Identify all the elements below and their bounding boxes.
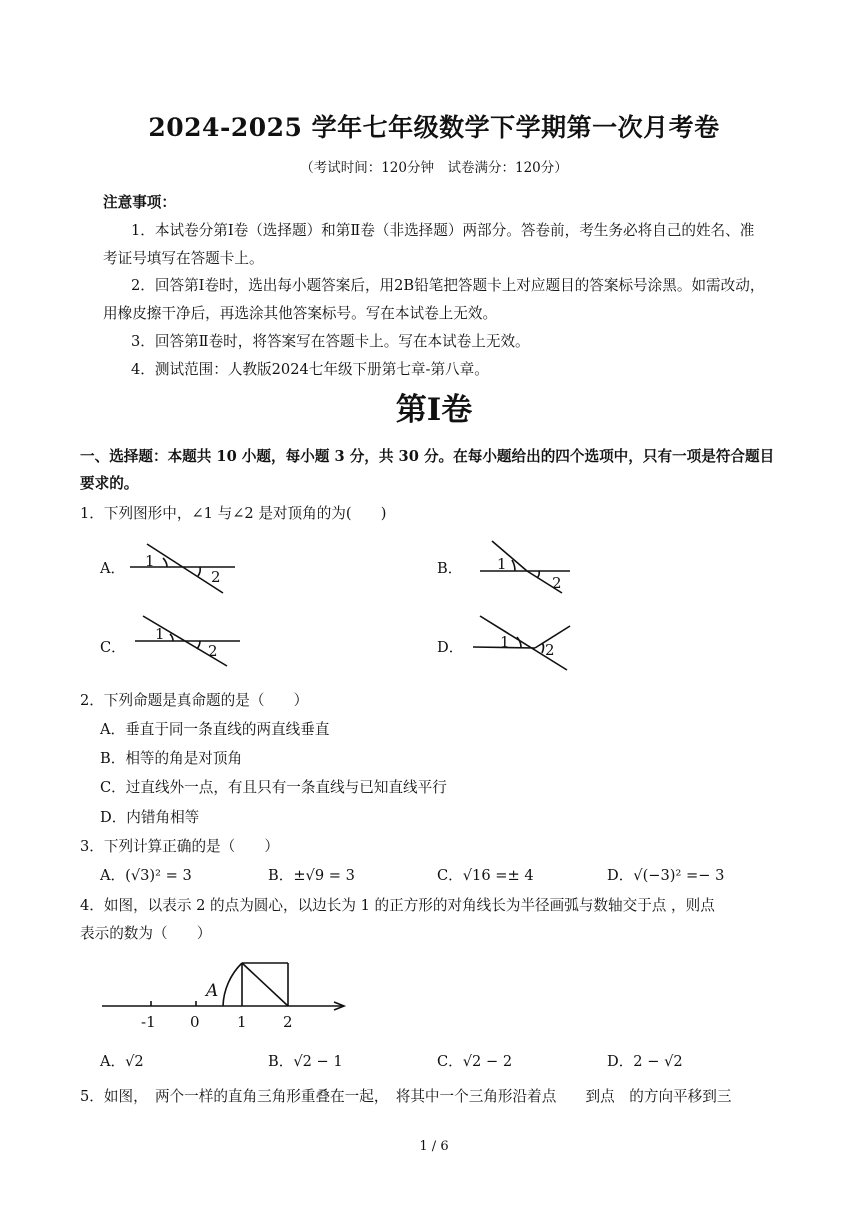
figure-d-angle-1: 1 <box>500 633 510 651</box>
question-2-option-a: A．垂直于同一条直线的两直线垂直 <box>100 721 330 738</box>
figure-b-angle-1: 1 <box>497 555 507 573</box>
question-3-option-b: B．±√9 = 3 <box>268 867 355 884</box>
notice-item-2-line-2: 用橡皮擦干净后，再选涂其他答案标号。写在本试卷上无效。 <box>103 305 498 322</box>
question-4-option-b: B．√2 − 1 <box>268 1053 343 1070</box>
question-4-option-a: A．√2 <box>100 1053 144 1070</box>
question-4-stem-line-2: 表示的数为（ ） <box>80 925 212 942</box>
point-a-label: A <box>206 981 219 1001</box>
question-1-option-d-label: D． <box>437 639 464 656</box>
page-number: 1 / 6 <box>419 1139 449 1154</box>
figure-a-angle-1: 1 <box>145 552 155 570</box>
figure-a-arc-2 <box>198 567 200 576</box>
question-2-stem: 2．下列命题是真命题的是（ ） <box>80 692 309 709</box>
notice-item-1-line-1: 1．本试卷分第Ⅰ卷（选择题）和第Ⅱ卷（非选择题）两部分。答卷前，考生务必将自己的姓名、准 <box>131 222 755 239</box>
question-1-option-c-label: C． <box>100 639 126 656</box>
question-1-figure-b <box>470 536 590 600</box>
tick-label-0: 0 <box>190 1013 200 1031</box>
question-1-figure-d <box>470 612 580 674</box>
figure-c-arc-2 <box>197 641 200 649</box>
question-1-stem: 1．下列图形中，∠1 与∠2 是对顶角的为( ) <box>80 505 387 522</box>
question-1-figure-c <box>125 612 250 674</box>
figure-c-angle-2: 2 <box>208 642 218 660</box>
figure-c-angle-1: 1 <box>155 625 165 643</box>
tick-label-1: 1 <box>237 1013 247 1031</box>
radius-arc <box>223 963 242 1006</box>
question-4-option-d: D．2 − √2 <box>607 1053 683 1070</box>
question-5-stem-line-1: 5．如图， 两个一样的直角三角形重叠在一起， 将其中一个三角形沿着点 到点 的方向平移到三 <box>80 1088 732 1105</box>
figure-d-angle-2: 2 <box>545 641 555 659</box>
question-3-option-a: A．(√3)² = 3 <box>100 867 192 884</box>
question-4-number-line-figure <box>100 955 350 1035</box>
question-3-option-c: C．√16 =± 4 <box>437 867 534 884</box>
notice-heading: 注意事项： <box>103 194 176 211</box>
figure-d-arc-2 <box>542 643 544 653</box>
question-4-stem-line-1: 4．如图，以表示 2 的点为圆心，以边长为 1 的正方形的对角线长为半径画弧与数轴交于点 ，则点 <box>80 897 715 914</box>
question-3-stem: 3．下列计算正确的是（ ） <box>80 838 280 855</box>
question-3-option-d: D．√(−3)² =− 3 <box>607 867 725 884</box>
figure-b-arc-1 <box>512 560 515 571</box>
question-2-option-b: B．相等的角是对顶角 <box>100 750 243 767</box>
notice-item-1-line-2: 考证号填写在答题卡上。 <box>103 250 264 267</box>
exam-title: 2024-2025 学年七年级数学下学期第一次月考卷 <box>148 113 720 142</box>
figure-a-arc-1 <box>163 558 167 567</box>
figure-a-angle-2: 2 <box>211 568 221 586</box>
notice-item-2-line-1: 2．回答第Ⅰ卷时，选出每小题答案后，用2B铅笔把答题卡上对应题目的答案标号涂黑。如需改动， <box>131 277 765 294</box>
notice-item-4: 4．测试范围：人教版2024七年级下册第七章-第八章。 <box>131 361 489 378</box>
tick-label-minus-1: -1 <box>141 1013 156 1031</box>
question-2-option-c: C．过直线外一点，有且只有一条直线与已知直线平行 <box>100 779 447 796</box>
figure-b-arc-2 <box>537 571 539 578</box>
section-1-instructions-line-2: 要求的。 <box>80 475 139 492</box>
question-2-option-d: D．内错角相等 <box>100 809 200 826</box>
tick-label-2: 2 <box>283 1013 293 1031</box>
figure-d-arc-1 <box>517 637 521 647</box>
volume-title: 第Ⅰ卷 <box>395 392 473 428</box>
question-4-option-c: C．√2 − 2 <box>437 1053 513 1070</box>
question-1-option-a-label: A． <box>100 560 126 577</box>
question-1-option-b-label: B． <box>437 560 463 577</box>
square-diagonal <box>242 963 288 1006</box>
exam-subtitle: （考试时间：120分钟 试卷满分：120分） <box>300 160 568 176</box>
notice-item-3: 3．回答第Ⅱ卷时，将答案写在答题卡上。写在本试卷上无效。 <box>131 333 530 350</box>
section-1-instructions-line-1: 一、选择题：本题共 10 小题，每小题 3 分，共 30 分。在每小题给出的四个选项中，只有一项是符合题目 <box>80 448 775 465</box>
question-1-figure-a <box>125 538 245 598</box>
figure-b-angle-2: 2 <box>552 574 562 592</box>
figure-c-arc-1 <box>170 634 173 641</box>
